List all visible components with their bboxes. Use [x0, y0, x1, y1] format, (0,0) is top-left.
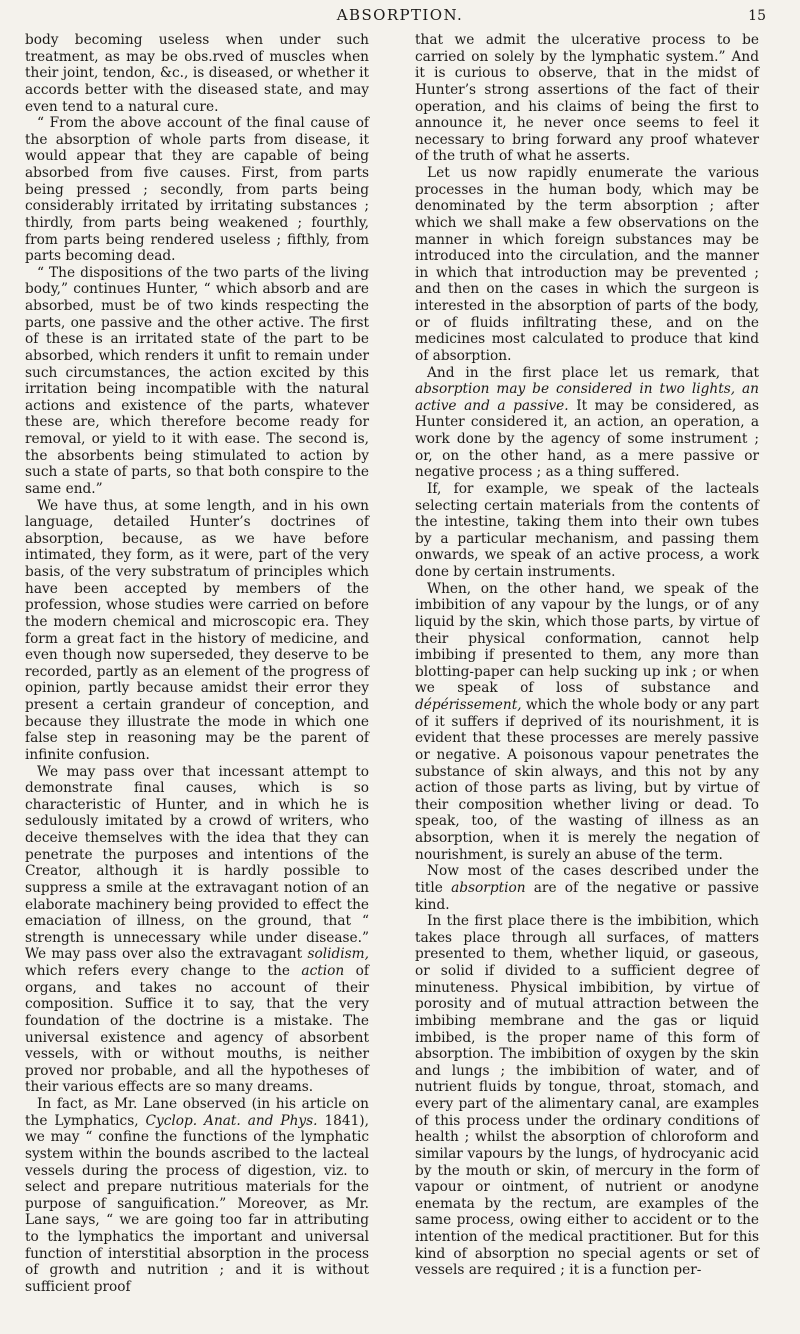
text-run: which the whole body or any part of it suffers if deprived of its nourishment, it is evident that these processes are merely passive or negative. A poisonous vapour penetrates the substance of skin always, and this not by any action of those parts as living, but by virtue of their composition whether living or dead. To speak, too, of the wasting of illness as an absorption, when it is merely the negation of nourishment, is surely an abuse of the term.: [415, 697, 760, 863]
page-number: 15: [748, 8, 766, 24]
left-column: [25, 32, 369, 1296]
paragraph: [415, 581, 759, 864]
text-run: of organs, and takes no account of their composition. Suffice it to say, that the very foundation of the doctrine is a mistake. The universal existence and agency of absorbent vessels, with or without mouths, is neither proved nor probable, and all the hypotheses of their various effects are so many dreams.: [25, 963, 369, 1096]
paragraph: body becoming useless when under such treatment, as may be obs.rved of muscles when their joint, tendon, &c., is diseased, or whether it accords better with the diseased state, and may even tend to a natural cure.: [25, 32, 369, 115]
text-run: When, on the other hand, we speak of the imbibition of any vapour by the lungs, or of any liquid by the skin, which those parts, by virtue of their physical conformation, cannot help imbibing if presented to them, any more than blotting-paper can help sucking up ink ; or when we speak of loss of substance and: [415, 580, 759, 697]
paragraph: [415, 365, 759, 481]
paragraph: “ The dispositions of the two parts of the living body,” continues Hunter, “ which absorb and are absorbed, must be of two kinds respecting the parts, one passive and the other active. The first of these is an irritated state of the part to be absorbed, which renders it unfit to remain under such circumstances, the action excited by this irritation being incompatible with the natural actions and existence of the parts, whatever these are, which therefore become ready for removal, or yield to it with ease. The second is, the absorbents being stimulated to action by such a state of parts, so that both conspire to the same end.”: [25, 264, 369, 497]
italic-phrase: absorption may be considered in two lights, an active and a passive.: [415, 381, 759, 414]
italic-term: absorption: [451, 879, 526, 896]
text-run: It may be considered, as Hunter considered it, an action, an operation, a work done by the agency of some instrument ; or, on the other hand, as a mere passive or negative process ; as a thing suffered.: [415, 397, 759, 481]
italic-term: solidism,: [307, 946, 369, 963]
paragraph: [25, 764, 369, 1097]
text-run: Now most of the cases described under the title: [415, 863, 759, 896]
paragraph: [415, 863, 759, 913]
text-run: are of the negative or passive kind.: [415, 879, 759, 913]
italic-citation: Cyclop. Anat. and Phys.: [145, 1112, 318, 1129]
paragraph: We have thus, at some length, and in his own language, detailed Hunter’s doctrines of absorption, because, as we have before intimated, they form, as it were, part of the very basis, of the very substratum of principles which have been accepted by members of the profession, whose studies were carried on before the modern chemical and microscopic era. They form a great fact in the history of medicine, and even though now superseded, they deserve to be recorded, partly as an element of the progress of opinion, partly because amidst their error they present a certain grandeur of conception, and because they illustrate the mode in which one false step in reasoning may be the parent of infinite confusion.: [25, 497, 369, 763]
italic-term: dépérissement,: [415, 697, 522, 713]
paragraph: “ From the above account of the final cause of the absorption of whole parts from disease, it would appear that they are capable of being absorbed from five causes. First, from parts being pressed ; secondly, from parts being considerably irritated by irritating substances ; thirdly, from parts being weakened ; fourthly, from parts being rendered useless ; fifthly, from parts becoming dead.: [25, 115, 369, 265]
running-title: ABSORPTION.: [336, 6, 464, 24]
italic-term: action: [301, 963, 345, 979]
text-run: which refers every change to the: [25, 963, 302, 979]
paragraph: If, for example, we speak of the lacteals selecting certain materials from the contents of the intestine, taking them into their own tubes by a particular mechanism, and passing them onwards, we speak of an active process, a work done by certain instruments.: [415, 480, 759, 580]
paragraph: that we admit the ulcerative process to be carried on solely by the lymphatic system.” And it is curious to observe, that in the midst of Hunter’s strong assertions of the fact of their operation, and his claims of being the first to announce it, he never once seems to feel it necessary to bring forward any proof whatever of the truth of what he asserts.: [415, 32, 759, 165]
right-column: [415, 32, 759, 1279]
text-run: And in the first place let us remark, that: [427, 364, 759, 381]
paragraph: Let us now rapidly enumerate the various processes in the human body, which may be denominated by the term absorption ; after which we shall make a few observations on the manner in which foreign substances may be introduced into the circulation, and the manner in which that introduction may be prevented ; and then on the cases in which the surgeon is interested in the absorption of parts of the body, or of fluids infiltrating these, and on the medicines most calculated to produce that kind of absorption.: [415, 165, 759, 364]
text-run: We may pass over that incessant attempt to demonstrate final causes, which is so characteristic of Hunter, and in which he is sedulously imitated by a crowd of writers, who deceive themselves with the idea that they can penetrate the purposes and intentions of the Creator, although it is hardly possible to suppress a smile at the extravagant notion of an elaborate machinery being provided to effect the emaciation of illness, on the ground, that “ strength is unnecessary while under disease.” We may pass over also the extravagant: [25, 763, 369, 963]
paragraph: [25, 1096, 369, 1296]
text-run: In fact, as Mr. Lane observed (in his article on the Lymphatics,: [25, 1096, 369, 1129]
paragraph: In the first place there is the imbibition, which takes place through all surfaces, of matters presented to them, whether liquid, or gaseous, or solid if divided to a sufficient degree of minuteness. Physical imbibition, by virtue of porosity and of mutual attraction between the imbibing membrane and the gas or liquid imbibed, is the proper name of this form of absorption. The imbibition of oxygen by the skin and lungs ; the imbibition of water, and of nutrient fluids by tongue, throat, stomach, and every part of the alimentary canal, are examples of this process under the ordinary conditions of health ; whilst the absorption of chloroform and similar vapours by the lungs, of hydrocyanic acid by the mouth or skin, of mercury in the form of vapour or ointment, of nutrient or anodyne enemata by the rectum, are examples of the same process, owing either to accident or to the intention of the medical practitioner. But for this kind of absorption no special agents or set of vessels are required ; it is a function per-: [415, 913, 759, 1279]
text-run: 1841), we may “ confine the functions of the lymphatic system within the bounds ascribed to the lacteal vessels during the process of digestion, viz. to select and prepare nutritious materials for the purpose of sanguification.” Moreover, as Mr. Lane says, “ we are going too far in attributing to the lymphatics the important and universal function of interstitial absorption in the process of growth and nutrition ; and it is without sufficient proof: [25, 1112, 369, 1295]
